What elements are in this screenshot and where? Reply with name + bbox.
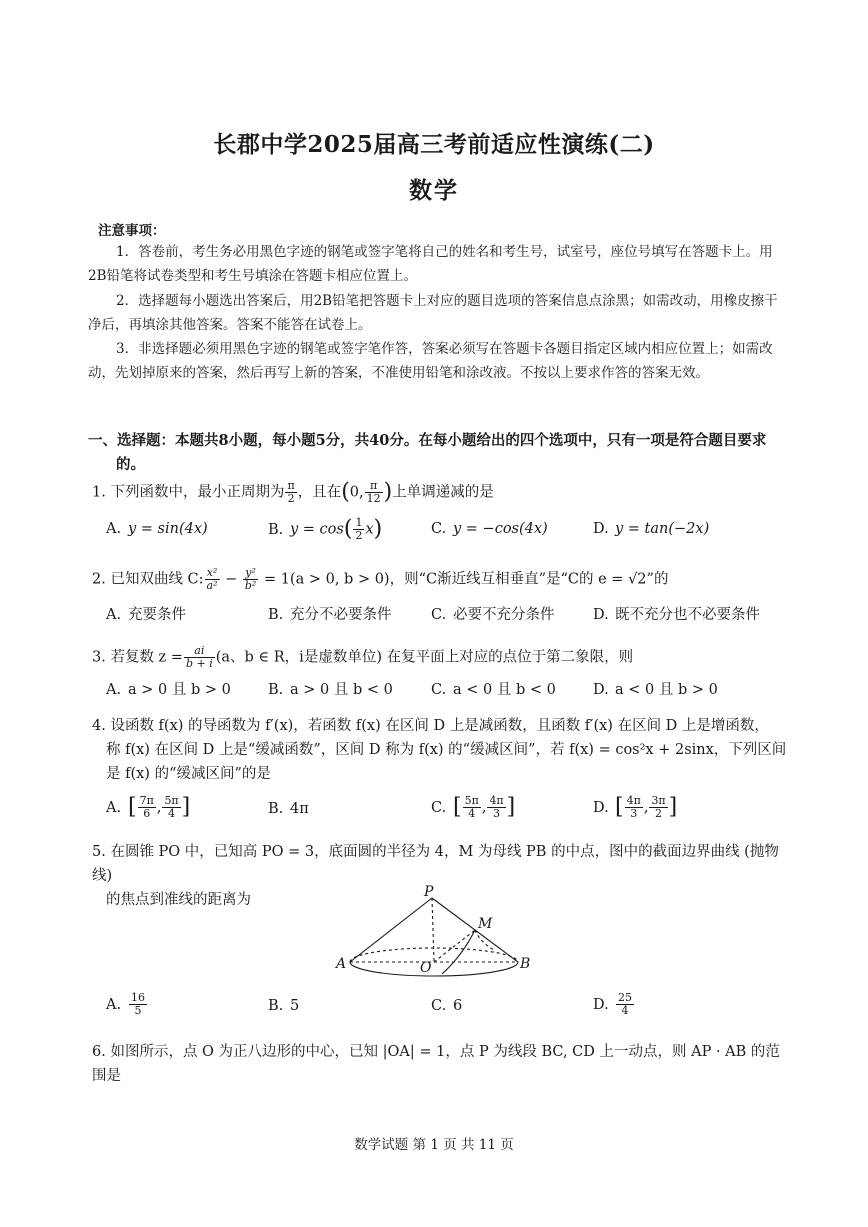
q1-mid: ，且在	[297, 484, 342, 501]
section-parabola	[442, 930, 475, 974]
q2-option-d: D. 既不充分也不必要条件	[593, 607, 760, 623]
q4-option-b: B. 4π	[268, 801, 309, 817]
q5-line1: 5. 在圆锥 PO 中，已知高 PO = 3，底面圆的半径为 4，M 为母线 PB 的中点，图中的截面边界曲线 (抛物线)	[92, 844, 779, 884]
q1-interval-fraction	[365, 480, 383, 505]
section-heading	[88, 429, 793, 477]
q4-option-a: A. [ $\frac{7\pi}{6}$ , $\frac{5\pi}{4}$ ]	[106, 794, 191, 820]
note-item-1: 1．答卷前，考生务必用黑色字迹的钢笔或签字笔将自己的姓名和考生号，试室号，座位号填写在答题卡上。用2B铅笔将试卷类型和考生号填涂在答题卡相应位置上。	[88, 244, 773, 284]
cone-edge-pa	[350, 898, 432, 962]
label-a: A	[336, 956, 347, 972]
q2-x-fraction: $\frac{\text{x²}}{\text{a²}}$	[206, 566, 218, 592]
q4-line1: 4. 设函数 f(x) 的导函数为 f′(x)，若函数 f(x) 在区间 D 上是减函数，且函数 f′(x) 在区间 D 上是增函数，	[92, 718, 769, 734]
q4-option-c: C. [ $\frac{5\pi}{4}$ , $\frac{4\pi}{3}$ ]	[431, 794, 516, 820]
q1-option-d: D. y = tan(−2x)	[593, 521, 710, 537]
q5-option-a: A. $\frac{16}{5}$	[106, 991, 145, 1017]
q5-option-d: D. $\frac{25}{4}$	[593, 991, 632, 1017]
question-2: 2. 已知双曲线 C: $\frac{\text{x²}}{\text{a²}}$ − $\frac{\text{y²}}{\text{b²}}$ = 1(a > 0, b > 0)，则“C渐近线互相垂直”是“C的 e = √2”的	[92, 566, 669, 592]
q1-interval-num: π	[365, 480, 383, 493]
notes-heading: 注意事项：	[98, 223, 166, 239]
q1-option-b-fraction: $\frac{1}{2}$	[355, 516, 363, 542]
q1-period-num: π	[287, 479, 295, 492]
q3-prefix: 3. 若复数 z =	[92, 649, 183, 666]
page-footer: 数学试题 第 1 页 共 11 页	[354, 1137, 514, 1153]
q5-option-c: C. 6	[431, 998, 463, 1014]
q4-line3: 是 f(x) 的“缓减区间”的是	[106, 766, 271, 782]
q3-suffix: (a、b ∈ R，i是虚数单位) 在复平面上对应的点位于第二象限，则	[215, 649, 634, 666]
q3-option-a: A. a > 0 且 b > 0	[106, 682, 231, 698]
q1-period-fraction	[285, 480, 296, 505]
q5-option-b: B. 5	[268, 998, 300, 1014]
q1-interval-left: 0,	[349, 484, 364, 501]
q2-option-c: C. 必要不充分条件	[431, 607, 555, 623]
q1-prefix: 1. 下列函数中，最小正周期为	[92, 484, 285, 501]
question-6: 6. 如图所示，点 O 为正八边形的中心，已知 |OA| = 1，点 P 为线段 BC, CD 上一动点，则 AP · AB 的范围是	[92, 1044, 780, 1084]
q1-suffix: 上单调递减的是	[392, 484, 494, 501]
section-parabola-back	[475, 930, 494, 950]
cone-height-po	[432, 898, 434, 962]
note-item-3: 3．非选择题必须用黑色字迹的钢笔或签字笔作答，答案必须写在答题卡各题目指定区域内相应位置上；如需改动，先划掉原来的答案，然后再写上新的答案，不准使用铅笔和涂改液。不按以上要求作答的答案无效。	[88, 341, 773, 381]
q2-option-b: B. 充分不必要条件	[268, 607, 392, 623]
subject-title: 数学	[409, 177, 459, 204]
q3-option-b: B. a > 0 且 b < 0	[268, 682, 393, 698]
q1-interval-den: 12	[366, 492, 381, 505]
q4-option-d: D. [ $\frac{4\pi}{3}$ , $\frac{3\pi}{2}$ ]	[593, 794, 678, 820]
question-3	[92, 645, 792, 670]
q2-prefix: 2. 已知双曲线 C:	[92, 571, 204, 588]
label-p: P	[424, 884, 434, 900]
label-m: M	[478, 916, 493, 932]
q2-suffix: = 1(a > 0, b > 0)，则“C渐近线互相垂直”是“C的 e = √2”的	[263, 571, 669, 588]
cone-figure	[330, 884, 540, 980]
q5-line2: 的焦点到准线的距离为	[106, 892, 251, 908]
cone-line-om	[434, 930, 475, 962]
label-b: B	[520, 956, 531, 972]
q3-fraction: $\frac{ai}{b + i}$	[185, 644, 213, 670]
q1-period-den: 2	[287, 492, 295, 505]
q2-y-fraction: $\frac{\text{y²}}{\text{b²}}$	[244, 566, 257, 592]
q1-option-d-text: y = tan(−2x)	[615, 521, 710, 537]
q2-option-a: A. 充要条件	[106, 607, 186, 623]
label-o: O	[420, 960, 432, 976]
section-heading-line1: 一、选择题：本题共8小题，每小题5分，共40分。在每小题给出的四个选项中，只有一项是符合题目要求	[88, 432, 767, 449]
q4-line2: 称 f(x) 在区间 D 上是“缓减函数”，区间 D 称为 f(x) 的“缓减区间”，若 f(x) = cos²x + 2sinx，下列区间	[106, 742, 787, 758]
note-item-2: 2．选择题每小题选出答案后，用2B铅笔把答题卡上对应的题目选项的答案信息点涂黑；如需改动，用橡皮擦干净后，再填涂其他答案。答案不能答在试卷上。	[88, 293, 778, 333]
q1-option-c-text: y = −cos(4x)	[453, 521, 548, 537]
page-title: 长郡中学2025届高三考前适应性演练(二)	[213, 131, 655, 158]
q1-option-a: A. y = sin(4x)	[106, 521, 208, 537]
q1-option-a-text: y = sin(4x)	[128, 521, 208, 537]
q3-option-d: D. a < 0 且 b > 0	[593, 682, 718, 698]
question-1: 1. 下列函数中，最小正周期为 $\frac{\pi}{2}$ ，且在(0, $\frac{\pi}{12}$ )上单调递减的是	[92, 479, 494, 505]
q3-option-c: C. a < 0 且 b < 0	[431, 682, 556, 698]
question-4	[92, 714, 792, 786]
q1-option-c: C. y = −cos(4x)	[431, 521, 548, 537]
cone-base-front	[350, 962, 518, 976]
q1-option-b-pre: y = cos	[290, 521, 344, 538]
section-heading-line2: 的。	[116, 456, 145, 473]
q1-option-b: B. y = cos( $\frac{1}{2}$ x)	[268, 516, 383, 542]
